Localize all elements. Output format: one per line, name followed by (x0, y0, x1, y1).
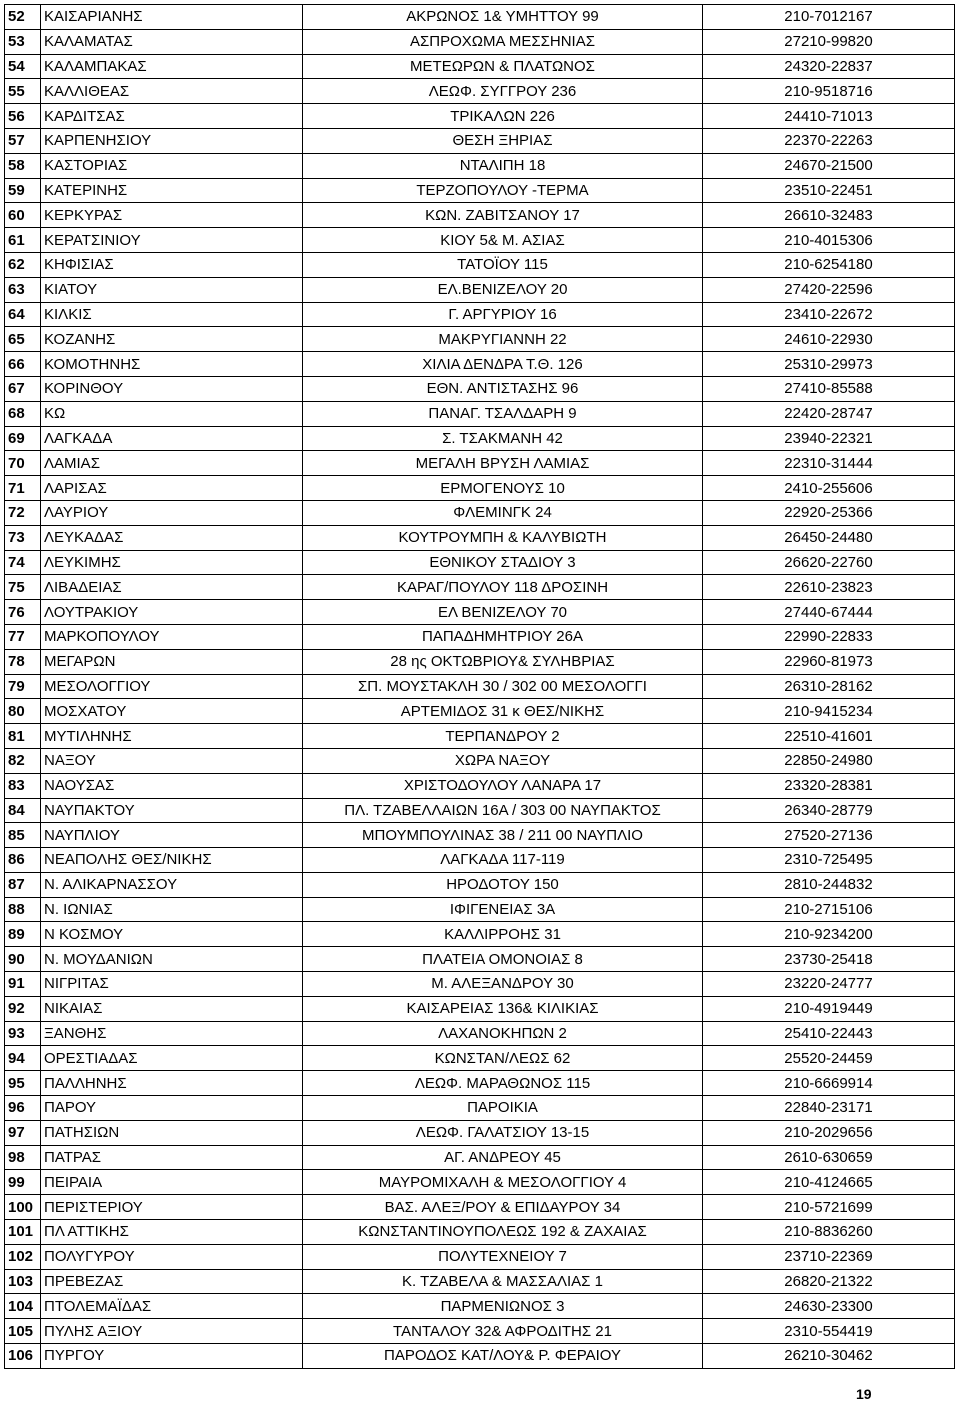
row-number: 100 (5, 1195, 41, 1220)
table-row (5, 1170, 955, 1195)
row-name: ΝΑΥΠΑΚΤΟΥ (41, 798, 303, 823)
row-address: ΛΕΩΦ. ΜΑΡΑΘΩΝΟΣ 115 (303, 1071, 703, 1096)
row-phone: 24630-23300 (703, 1294, 955, 1319)
row-number: 87 (5, 872, 41, 897)
table-row (5, 1195, 955, 1220)
table-row (5, 674, 955, 699)
row-phone: 24670-21500 (703, 153, 955, 178)
row-number: 101 (5, 1220, 41, 1245)
table-row (5, 600, 955, 625)
row-number: 68 (5, 401, 41, 426)
row-name: ΚΑΣΤΟΡΙΑΣ (41, 153, 303, 178)
table-row (5, 54, 955, 79)
row-number: 82 (5, 748, 41, 773)
row-number: 95 (5, 1071, 41, 1096)
row-address: ΑΣΠΡΟΧΩΜΑ ΜΕΣΣΗΝΙΑΣ (303, 29, 703, 54)
row-address: ΘΕΣΗ ΞΗΡΙΑΣ (303, 128, 703, 153)
row-name: ΛΑΜΙΑΣ (41, 451, 303, 476)
row-phone: 24320-22837 (703, 54, 955, 79)
row-address: ΜΑΚΡΥΓΙΑΝΝΗ 22 (303, 327, 703, 352)
row-number: 70 (5, 451, 41, 476)
table-row (5, 352, 955, 377)
row-number: 67 (5, 376, 41, 401)
directory-rows (5, 5, 955, 1369)
row-name: ΛΕΥΚΑΔΑΣ (41, 525, 303, 550)
row-phone: 2410-255606 (703, 476, 955, 501)
row-name: ΚΟΜΟΤΗΝΗΣ (41, 352, 303, 377)
row-number: 69 (5, 426, 41, 451)
row-phone: 25310-29973 (703, 352, 955, 377)
row-name: ΜΟΣΧΑΤΟΥ (41, 699, 303, 724)
row-name: ΠΥΡΓΟΥ (41, 1344, 303, 1369)
table-row (5, 277, 955, 302)
row-address: ΦΛΕΜΙΝΓΚ 24 (303, 500, 703, 525)
table-row (5, 302, 955, 327)
table-row (5, 79, 955, 104)
row-number: 89 (5, 922, 41, 947)
row-number: 84 (5, 798, 41, 823)
row-address: ΕΛ ΒΕΝΙΖΕΛΟΥ 70 (303, 600, 703, 625)
row-number: 73 (5, 525, 41, 550)
row-name: ΚΑΙΣΑΡΙΑΝΗΣ (41, 5, 303, 30)
table-row (5, 327, 955, 352)
row-address: ΚΟΥΤΡΟΥΜΠΗ & ΚΑΛΥΒΙΩΤΗ (303, 525, 703, 550)
row-phone: 26210-30462 (703, 1344, 955, 1369)
row-address: ΤΡΙΚΑΛΩΝ 226 (303, 104, 703, 129)
row-phone: 22370-22263 (703, 128, 955, 153)
row-phone: 23220-24777 (703, 972, 955, 997)
row-name: ΛΙΒΑΔΕΙΑΣ (41, 575, 303, 600)
row-name: ΚΕΡΑΤΣΙΝΙΟΥ (41, 228, 303, 253)
table-row (5, 550, 955, 575)
row-address: ΧΡΙΣΤΟΔΟΥΛΟΥ ΛΑΝΑΡΑ 17 (303, 773, 703, 798)
row-phone: 210-6669914 (703, 1071, 955, 1096)
table-row (5, 1220, 955, 1245)
row-name: ΠΑΤΡΑΣ (41, 1145, 303, 1170)
row-address: ΤΑΝΤΑΛΟΥ 32& ΑΦΡΟΔΙΤΗΣ 21 (303, 1319, 703, 1344)
row-number: 98 (5, 1145, 41, 1170)
table-row (5, 1269, 955, 1294)
row-phone: 210-2715106 (703, 897, 955, 922)
row-address: 28 ης ΟΚΤΩΒΡΙΟΥ& ΣΥΛΗΒΡΙΑΣ (303, 649, 703, 674)
row-number: 66 (5, 352, 41, 377)
row-number: 58 (5, 153, 41, 178)
row-number: 94 (5, 1046, 41, 1071)
row-phone: 23730-25418 (703, 947, 955, 972)
row-name: Ν. ΙΩΝΙΑΣ (41, 897, 303, 922)
row-phone: 23710-22369 (703, 1244, 955, 1269)
row-number: 64 (5, 302, 41, 327)
row-address: ΚΩΝΣΤΑΝ/ΛΕΩΣ 62 (303, 1046, 703, 1071)
row-number: 61 (5, 228, 41, 253)
table-row (5, 1071, 955, 1096)
row-address: Κ. ΤΖΑΒΕΛΑ & ΜΑΣΣΑΛΙΑΣ 1 (303, 1269, 703, 1294)
table-row (5, 401, 955, 426)
row-name: ΠΕΡΙΣΤΕΡΙΟΥ (41, 1195, 303, 1220)
table-row (5, 451, 955, 476)
row-address: ΗΡΟΔΟΤΟΥ 150 (303, 872, 703, 897)
row-phone: 24610-22930 (703, 327, 955, 352)
row-name: ΚΑΛΑΜΑΤΑΣ (41, 29, 303, 54)
table-row (5, 624, 955, 649)
table-row (5, 5, 955, 30)
table-row (5, 500, 955, 525)
row-number: 105 (5, 1319, 41, 1344)
row-phone: 210-5721699 (703, 1195, 955, 1220)
row-phone: 23410-22672 (703, 302, 955, 327)
row-name: ΛΑΥΡΙΟΥ (41, 500, 303, 525)
row-phone: 2810-244832 (703, 872, 955, 897)
table-row (5, 996, 955, 1021)
table-row (5, 947, 955, 972)
table-row (5, 178, 955, 203)
row-name: ΠΑΛΛΗΝΗΣ (41, 1071, 303, 1096)
table-row (5, 476, 955, 501)
table-row (5, 773, 955, 798)
table-row (5, 426, 955, 451)
row-phone: 22960-81973 (703, 649, 955, 674)
row-phone: 26340-28779 (703, 798, 955, 823)
row-name: ΠΕΙΡΑΙΑ (41, 1170, 303, 1195)
row-name: ΞΑΝΘΗΣ (41, 1021, 303, 1046)
row-number: 65 (5, 327, 41, 352)
row-number: 78 (5, 649, 41, 674)
row-name: ΜΥΤΙΛΗΝΗΣ (41, 724, 303, 749)
row-address: ΠΟΛΥΤΕΧΝΕΙΟΥ 7 (303, 1244, 703, 1269)
row-phone: 210-9518716 (703, 79, 955, 104)
row-number: 79 (5, 674, 41, 699)
row-address: ΙΦΙΓΕΝΕΙΑΣ 3Α (303, 897, 703, 922)
row-phone: 27420-22596 (703, 277, 955, 302)
table-row (5, 922, 955, 947)
row-number: 75 (5, 575, 41, 600)
row-phone: 210-8836260 (703, 1220, 955, 1245)
row-name: Ν ΚΟΣΜΟΥ (41, 922, 303, 947)
row-name: ΚΩ (41, 401, 303, 426)
row-address: ΠΑΡΜΕΝΙΩΝΟΣ 3 (303, 1294, 703, 1319)
row-name: ΝΙΚΑΙΑΣ (41, 996, 303, 1021)
row-name: ΚΑΤΕΡΙΝΗΣ (41, 178, 303, 203)
row-address: ΠΑΡΟΙΚΙΑ (303, 1096, 703, 1121)
row-address: ΤΕΡΠΑΝΔΡΟΥ 2 (303, 724, 703, 749)
row-name: ΚΕΡΚΥΡΑΣ (41, 203, 303, 228)
row-address: ΛΑΓΚΑΔΑ 117-119 (303, 848, 703, 873)
row-name: ΝΙΓΡΙΤΑΣ (41, 972, 303, 997)
table-row (5, 872, 955, 897)
row-name: ΠΟΛΥΓΥΡΟΥ (41, 1244, 303, 1269)
row-address: ΠΑΡΟΔΟΣ ΚΑΤ/ΛΟΥ& Ρ. ΦΕΡΑΙΟΥ (303, 1344, 703, 1369)
row-phone: 22420-28747 (703, 401, 955, 426)
row-address: ΠΛ. ΤΖΑΒΕΛΛΑΙΩΝ 16Α / 303 00 ΝΑΥΠΑΚΤΟΣ (303, 798, 703, 823)
table-row (5, 1344, 955, 1369)
row-address: ΒΑΣ. ΑΛΕΞ/ΡΟΥ & ΕΠΙΔΑΥΡΟΥ 34 (303, 1195, 703, 1220)
table-row (5, 575, 955, 600)
row-phone: 25520-24459 (703, 1046, 955, 1071)
table-row (5, 798, 955, 823)
row-address: ΜΑΥΡΟΜΙΧΑΛΗ & ΜΕΣΟΛΟΓΓΙΟΥ 4 (303, 1170, 703, 1195)
row-number: 56 (5, 104, 41, 129)
row-name: ΛΑΓΚΑΔΑ (41, 426, 303, 451)
row-address: ΚΩΝ. ΖΑΒΙΤΣΑΝΟΥ 17 (303, 203, 703, 228)
row-name: ΠΑΡΟΥ (41, 1096, 303, 1121)
row-address: ΠΛΑΤΕΙΑ ΟΜΟΝΟΙΑΣ 8 (303, 947, 703, 972)
row-name: ΜΕΣΟΛΟΓΓΙΟΥ (41, 674, 303, 699)
row-phone: 2310-554419 (703, 1319, 955, 1344)
row-number: 106 (5, 1344, 41, 1369)
row-number: 71 (5, 476, 41, 501)
table-row (5, 104, 955, 129)
page-number: 19 (856, 1386, 872, 1402)
row-number: 92 (5, 996, 41, 1021)
row-name: ΜΑΡΚΟΠΟΥΛΟΥ (41, 624, 303, 649)
row-name: ΚΟΖΑΝΗΣ (41, 327, 303, 352)
row-address: Γ. ΑΡΓΥΡΙΟΥ 16 (303, 302, 703, 327)
row-number: 77 (5, 624, 41, 649)
row-address: ΜΠΟΥΜΠΟΥΛΙΝΑΣ 38 / 211 00 ΝΑΥΠΛΙΟ (303, 823, 703, 848)
directory-table (4, 4, 955, 1369)
table-row (5, 823, 955, 848)
row-number: 62 (5, 252, 41, 277)
table-row (5, 748, 955, 773)
row-phone: 210-9234200 (703, 922, 955, 947)
row-number: 55 (5, 79, 41, 104)
row-phone: 210-6254180 (703, 252, 955, 277)
row-phone: 27520-27136 (703, 823, 955, 848)
row-phone: 210-9415234 (703, 699, 955, 724)
row-phone: 27440-67444 (703, 600, 955, 625)
row-name: ΚΗΦΙΣΙΑΣ (41, 252, 303, 277)
table-row (5, 252, 955, 277)
row-number: 53 (5, 29, 41, 54)
row-name: ΛΟΥΤΡΑΚΙΟΥ (41, 600, 303, 625)
row-phone: 27210-99820 (703, 29, 955, 54)
table-row (5, 649, 955, 674)
row-number: 104 (5, 1294, 41, 1319)
row-name: ΝΑΟΥΣΑΣ (41, 773, 303, 798)
row-number: 57 (5, 128, 41, 153)
row-name: ΜΕΓΑΡΩΝ (41, 649, 303, 674)
table-row (5, 1120, 955, 1145)
row-number: 96 (5, 1096, 41, 1121)
table-row (5, 29, 955, 54)
row-phone: 25410-22443 (703, 1021, 955, 1046)
row-address: ΜΕΤΕΩΡΩΝ & ΠΛΑΤΩΝΟΣ (303, 54, 703, 79)
row-phone: 2310-725495 (703, 848, 955, 873)
row-address: ΝΤΑΛΙΠΗ 18 (303, 153, 703, 178)
row-phone: 22510-41601 (703, 724, 955, 749)
row-address: ΕΡΜΟΓΕΝΟΥΣ 10 (303, 476, 703, 501)
row-address: ΕΘΝΙΚΟΥ ΣΤΑΔΙΟΥ 3 (303, 550, 703, 575)
row-name: ΚΑΛΑΜΠΑΚΑΣ (41, 54, 303, 79)
row-phone: 23510-22451 (703, 178, 955, 203)
row-phone: 22610-23823 (703, 575, 955, 600)
row-phone: 22850-24980 (703, 748, 955, 773)
row-name: Ν. ΜΟΥΔΑΝΙΩΝ (41, 947, 303, 972)
row-address: ΣΠ. ΜΟΥΣΤΑΚΛΗ 30 / 302 00 ΜΕΣΟΛΟΓΓΙ (303, 674, 703, 699)
row-address: ΠΑΠΑΔΗΜΗΤΡΙΟΥ 26Α (303, 624, 703, 649)
row-address: ΤΑΤΟΪΟΥ 115 (303, 252, 703, 277)
row-address: ΤΕΡΖΟΠΟΥΛΟΥ -ΤΕΡΜΑ (303, 178, 703, 203)
row-address: ΠΑΝΑΓ. ΤΣΑΛΔΑΡΗ 9 (303, 401, 703, 426)
row-name: ΚΟΡΙΝΘΟΥ (41, 376, 303, 401)
row-number: 85 (5, 823, 41, 848)
row-phone: 26820-21322 (703, 1269, 955, 1294)
row-phone: 210-4124665 (703, 1170, 955, 1195)
row-number: 86 (5, 848, 41, 873)
row-name: ΠΡΕΒΕΖΑΣ (41, 1269, 303, 1294)
row-name: ΚΑΡΠΕΝΗΣΙΟΥ (41, 128, 303, 153)
table-row (5, 848, 955, 873)
table-row (5, 972, 955, 997)
row-address: ΛΑΧΑΝΟΚΗΠΩΝ 2 (303, 1021, 703, 1046)
row-name: ΚΙΑΤΟΥ (41, 277, 303, 302)
row-phone: 26450-24480 (703, 525, 955, 550)
row-number: 93 (5, 1021, 41, 1046)
table-row (5, 1294, 955, 1319)
row-address: ΛΕΩΦ. ΣΥΓΓΡΟΥ 236 (303, 79, 703, 104)
row-address: ΧΙΛΙΑ ΔΕΝΔΡΑ Τ.Θ. 126 (303, 352, 703, 377)
row-name: ΛΑΡΙΣΑΣ (41, 476, 303, 501)
row-address: ΧΩΡΑ ΝΑΞΟΥ (303, 748, 703, 773)
row-address: ΜΕΓΑΛΗ ΒΡΥΣΗ ΛΑΜΙΑΣ (303, 451, 703, 476)
row-address: ΕΘΝ. ΑΝΤΙΣΤΑΣΗΣ 96 (303, 376, 703, 401)
row-number: 83 (5, 773, 41, 798)
row-number: 60 (5, 203, 41, 228)
row-number: 90 (5, 947, 41, 972)
row-name: ΠΥΛΗΣ ΑΞΙΟΥ (41, 1319, 303, 1344)
row-number: 91 (5, 972, 41, 997)
row-number: 102 (5, 1244, 41, 1269)
row-number: 72 (5, 500, 41, 525)
row-number: 76 (5, 600, 41, 625)
row-address: ΚΑΙΣΑΡΕΙΑΣ 136& ΚΙΛΙΚΙΑΣ (303, 996, 703, 1021)
row-number: 59 (5, 178, 41, 203)
row-name: ΚΙΛΚΙΣ (41, 302, 303, 327)
row-phone: 22310-31444 (703, 451, 955, 476)
row-number: 54 (5, 54, 41, 79)
row-number: 63 (5, 277, 41, 302)
row-number: 52 (5, 5, 41, 30)
row-name: Ν. ΑΛΙΚΑΡΝΑΣΣΟΥ (41, 872, 303, 897)
row-number: 88 (5, 897, 41, 922)
row-phone: 210-4015306 (703, 228, 955, 253)
table-row (5, 1319, 955, 1344)
row-address: ΚΑΛΛΙΡΡΟΗΣ 31 (303, 922, 703, 947)
row-name: ΝΕΑΠΟΛΗΣ ΘΕΣ/ΝΙΚΗΣ (41, 848, 303, 873)
row-name: ΚΑΛΛΙΘΕΑΣ (41, 79, 303, 104)
table-row (5, 897, 955, 922)
table-row (5, 525, 955, 550)
row-number: 80 (5, 699, 41, 724)
row-address: ΚΙΟΥ 5& Μ. ΑΣΙΑΣ (303, 228, 703, 253)
row-name: ΝΑΥΠΛΙΟΥ (41, 823, 303, 848)
row-phone: 23940-22321 (703, 426, 955, 451)
row-phone: 26610-32483 (703, 203, 955, 228)
row-name: ΛΕΥΚΙΜΗΣ (41, 550, 303, 575)
row-phone: 210-4919449 (703, 996, 955, 1021)
table-row (5, 1046, 955, 1071)
row-number: 74 (5, 550, 41, 575)
row-number: 97 (5, 1120, 41, 1145)
row-number: 103 (5, 1269, 41, 1294)
table-row (5, 1021, 955, 1046)
table-row (5, 228, 955, 253)
row-name: ΟΡΕΣΤΙΑΔΑΣ (41, 1046, 303, 1071)
row-phone: 27410-85588 (703, 376, 955, 401)
table-row (5, 724, 955, 749)
row-name: ΠΑΤΗΣΙΩΝ (41, 1120, 303, 1145)
table-row (5, 128, 955, 153)
row-address: ΑΚΡΩΝΟΣ 1& ΥΜΗΤΤΟΥ 99 (303, 5, 703, 30)
row-address: ΚΑΡΑΓ/ΠΟΥΛΟΥ 118 ΔΡΟΣΙΝΗ (303, 575, 703, 600)
table-row (5, 1096, 955, 1121)
row-name: ΝΑΞΟΥ (41, 748, 303, 773)
table-row (5, 376, 955, 401)
table-row (5, 203, 955, 228)
row-address: ΕΛ.ΒΕΝΙΖΕΛΟΥ 20 (303, 277, 703, 302)
row-address: ΑΡΤΕΜΙΔΟΣ 31 κ ΘΕΣ/ΝΙΚΗΣ (303, 699, 703, 724)
row-address: ΑΓ. ΑΝΔΡΕΟΥ 45 (303, 1145, 703, 1170)
row-phone: 210-2029656 (703, 1120, 955, 1145)
row-name: ΠΛ ΑΤΤΙΚΗΣ (41, 1220, 303, 1245)
table-row (5, 699, 955, 724)
table-row (5, 1244, 955, 1269)
row-phone: 24410-71013 (703, 104, 955, 129)
row-phone: 210-7012167 (703, 5, 955, 30)
row-name: ΚΑΡΔΙΤΣΑΣ (41, 104, 303, 129)
row-phone: 22840-23171 (703, 1096, 955, 1121)
row-address: Σ. ΤΣΑΚΜΑΝΗ 42 (303, 426, 703, 451)
row-number: 81 (5, 724, 41, 749)
row-name: ΠΤΟΛΕΜΑΪΔΑΣ (41, 1294, 303, 1319)
row-phone: 22990-22833 (703, 624, 955, 649)
row-number: 99 (5, 1170, 41, 1195)
row-address: Μ. ΑΛΕΞΑΝΔΡΟΥ 30 (303, 972, 703, 997)
row-phone: 2610-630659 (703, 1145, 955, 1170)
row-address: ΚΩΝΣΤΑΝΤΙΝΟΥΠΟΛΕΩΣ 192 & ΖΑΧΑΙΑΣ (303, 1220, 703, 1245)
table-row (5, 1145, 955, 1170)
row-phone: 26620-22760 (703, 550, 955, 575)
row-phone: 22920-25366 (703, 500, 955, 525)
row-phone: 26310-28162 (703, 674, 955, 699)
row-address: ΛΕΩΦ. ΓΑΛΑΤΣΙΟΥ 13-15 (303, 1120, 703, 1145)
row-phone: 23320-28381 (703, 773, 955, 798)
table-row (5, 153, 955, 178)
